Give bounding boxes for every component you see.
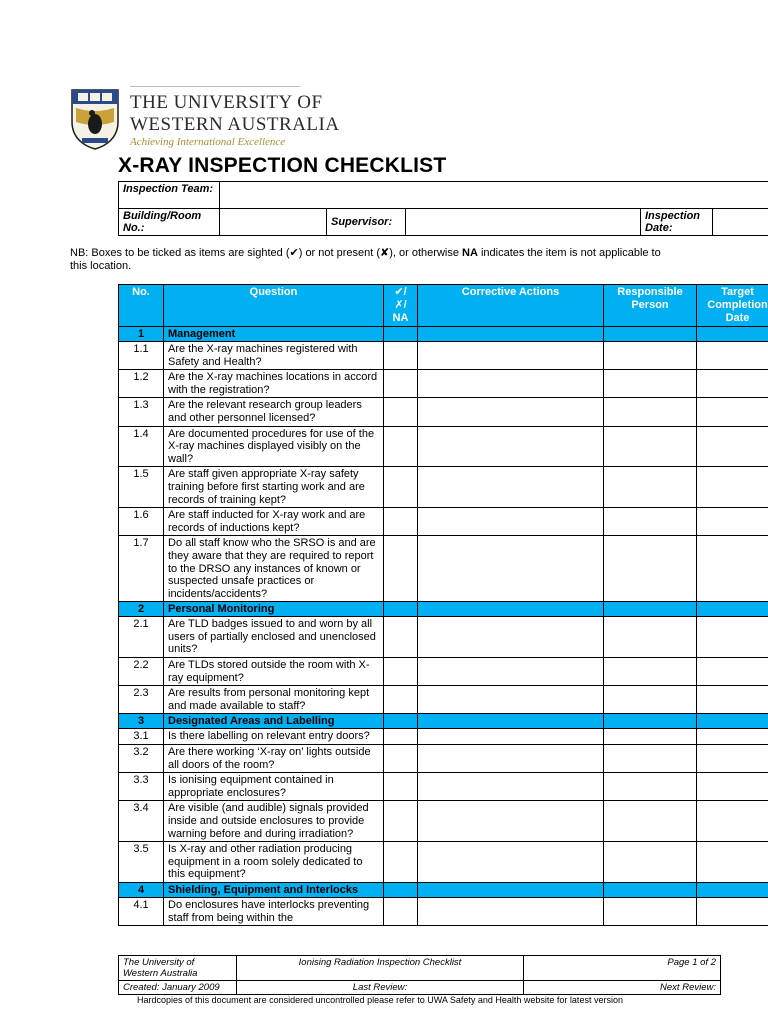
header-question: Question	[164, 285, 384, 327]
responsible-person-cell[interactable]	[604, 398, 697, 426]
building-room-field[interactable]	[220, 209, 327, 236]
supervisor-field[interactable]	[406, 209, 641, 236]
checklist-item-row	[119, 342, 768, 370]
status-checkbox-cell[interactable]	[384, 745, 418, 773]
item-question: Are staff inducted for X-ray work and are records of inductions kept?	[164, 508, 384, 536]
checklist-item-row	[119, 897, 768, 925]
footer-table	[118, 955, 721, 995]
section-number: 2	[119, 602, 164, 617]
item-number: 3.1	[119, 729, 164, 745]
footer-organisation: The University of Western Australia	[119, 956, 237, 981]
status-checkbox-cell[interactable]	[384, 617, 418, 658]
status-checkbox-cell[interactable]	[384, 897, 418, 925]
checklist-item-row	[119, 658, 768, 686]
target-date-cell[interactable]	[697, 370, 768, 398]
responsible-person-cell[interactable]	[604, 801, 697, 842]
corrective-action-cell[interactable]	[418, 426, 604, 467]
target-date-cell[interactable]	[697, 658, 768, 686]
item-question: Do enclosures have interlocks preventing staff from being within the	[164, 897, 384, 925]
supervisor-label: Supervisor:	[327, 209, 406, 236]
target-date-cell[interactable]	[697, 729, 768, 745]
item-number: 1.1	[119, 342, 164, 370]
header-status	[384, 285, 418, 327]
item-number: 3.3	[119, 773, 164, 801]
section-number: 1	[119, 327, 164, 342]
item-number: 1.5	[119, 467, 164, 508]
section-empty-cell	[604, 882, 697, 897]
section-empty-cell	[604, 327, 697, 342]
status-checkbox-cell[interactable]	[384, 426, 418, 467]
responsible-person-cell[interactable]	[604, 467, 697, 508]
section-empty-cell	[384, 882, 418, 897]
target-date-cell[interactable]	[697, 398, 768, 426]
checklist-item-row	[119, 398, 768, 426]
responsible-person-cell[interactable]	[604, 370, 697, 398]
item-question: Are the X-ray machines registered with Safety and Health?	[164, 342, 384, 370]
item-question: Are TLDs stored outside the room with X-ray equipment?	[164, 658, 384, 686]
item-question: Are documented procedures for use of the X-ray machines displayed visibly on the wall?	[164, 426, 384, 467]
item-number: 2.2	[119, 658, 164, 686]
item-question: Is X-ray and other radiation producing equipment in a room solely dedicated to this equipment?	[164, 842, 384, 883]
na-symbol: NA	[462, 247, 478, 259]
item-question: Are visible (and audible) signals provided inside and outside enclosures to provide warning before and during irradiation?	[164, 801, 384, 842]
footer-page-number: Page 1 of 2	[524, 956, 721, 981]
corrective-action-cell[interactable]	[418, 686, 604, 714]
item-question: Are there working ‘X-ray on’ lights outside all doors of the room?	[164, 745, 384, 773]
checklist-item-row	[119, 370, 768, 398]
header-status-line1: ✔/	[394, 286, 407, 298]
corrective-action-cell[interactable]	[418, 745, 604, 773]
responsible-person-cell[interactable]	[604, 658, 697, 686]
instructions-note	[70, 247, 670, 273]
item-question: Is there labelling on relevant entry doors?	[164, 729, 384, 745]
item-question: Are results from personal monitoring kept and made available to staff?	[164, 686, 384, 714]
status-checkbox-cell[interactable]	[384, 467, 418, 508]
status-checkbox-cell[interactable]	[384, 729, 418, 745]
university-name-line2: WESTERN AUSTRALIA	[130, 114, 340, 135]
footer-next-review: Next Review:	[524, 981, 721, 995]
checklist-item-row	[119, 801, 768, 842]
checklist-item-row	[119, 426, 768, 467]
footer-disclaimer: Hardcopies of this document are considered uncontrolled please refer to UWA Safety and Health website for latest version	[137, 995, 623, 1005]
section-empty-cell	[418, 602, 604, 617]
target-date-cell[interactable]	[697, 426, 768, 467]
footer-created: Created: January 2009	[119, 981, 237, 995]
header-corrective-actions: Corrective Actions	[418, 285, 604, 327]
responsible-person-cell[interactable]	[604, 508, 697, 536]
footer-last-review: Last Review:	[237, 981, 524, 995]
target-date-cell[interactable]	[697, 842, 768, 883]
tick-symbol: ✔	[289, 247, 299, 259]
document-title: X-RAY INSPECTION CHECKLIST	[118, 154, 447, 177]
info-row-building	[119, 209, 768, 236]
status-checkbox-cell[interactable]	[384, 658, 418, 686]
corrective-action-cell[interactable]	[418, 536, 604, 602]
corrective-action-cell[interactable]	[418, 398, 604, 426]
status-checkbox-cell[interactable]	[384, 686, 418, 714]
checklist-item-row	[119, 508, 768, 536]
responsible-person-cell[interactable]	[604, 897, 697, 925]
status-checkbox-cell[interactable]	[384, 842, 418, 883]
section-row	[119, 714, 768, 729]
item-number: 4.1	[119, 897, 164, 925]
header-no: No.	[119, 285, 164, 327]
section-empty-cell	[418, 882, 604, 897]
header-target-date: Target Completion Date	[697, 285, 768, 327]
inspection-team-label: Inspection Team:	[119, 182, 220, 209]
responsible-person-cell[interactable]	[604, 617, 697, 658]
note-text-4: indicates the item is not applicable to this location.	[70, 247, 661, 272]
responsible-person-cell[interactable]	[604, 426, 697, 467]
inspection-date-label: Inspection Date:	[641, 209, 713, 236]
checklist-table	[118, 284, 768, 926]
university-name-line1: THE UNIVERSITY OF	[130, 92, 323, 113]
header-status-line2: ✗/	[394, 299, 407, 311]
info-row-team	[119, 182, 768, 209]
corrective-action-cell[interactable]	[418, 617, 604, 658]
section-empty-cell	[697, 602, 768, 617]
section-empty-cell	[697, 714, 768, 729]
section-empty-cell	[384, 602, 418, 617]
status-checkbox-cell[interactable]	[384, 370, 418, 398]
section-number: 4	[119, 882, 164, 897]
section-number: 3	[119, 714, 164, 729]
target-date-cell[interactable]	[697, 686, 768, 714]
target-date-cell[interactable]	[697, 801, 768, 842]
responsible-person-cell[interactable]	[604, 536, 697, 602]
item-number: 3.5	[119, 842, 164, 883]
status-checkbox-cell[interactable]	[384, 801, 418, 842]
item-number: 2.1	[119, 617, 164, 658]
checklist-item-row	[119, 686, 768, 714]
corrective-action-cell[interactable]	[418, 801, 604, 842]
university-crest-icon	[70, 88, 120, 150]
logo-rule	[130, 86, 300, 87]
responsible-person-cell[interactable]	[604, 342, 697, 370]
inspection-team-field[interactable]	[220, 182, 768, 209]
responsible-person-cell[interactable]	[604, 729, 697, 745]
section-title: Personal Monitoring	[164, 602, 384, 617]
corrective-action-cell[interactable]	[418, 773, 604, 801]
status-checkbox-cell[interactable]	[384, 536, 418, 602]
status-checkbox-cell[interactable]	[384, 342, 418, 370]
section-empty-cell	[384, 327, 418, 342]
footer-row-2	[119, 981, 721, 995]
item-question: Is ionising equipment contained in appropriate enclosures?	[164, 773, 384, 801]
university-logo	[70, 86, 340, 156]
checklist-item-row	[119, 536, 768, 602]
section-empty-cell	[418, 714, 604, 729]
header-responsible-person: Responsible Person	[604, 285, 697, 327]
target-date-cell[interactable]	[697, 342, 768, 370]
section-title: Designated Areas and Labelling	[164, 714, 384, 729]
target-date-cell[interactable]	[697, 897, 768, 925]
corrective-action-cell[interactable]	[418, 658, 604, 686]
corrective-action-cell[interactable]	[418, 370, 604, 398]
corrective-action-cell[interactable]	[418, 508, 604, 536]
note-text-1: NB: Boxes to be ticked as items are sighted (	[70, 247, 290, 259]
checklist-body	[119, 327, 768, 926]
section-empty-cell	[418, 327, 604, 342]
corrective-action-cell[interactable]	[418, 729, 604, 745]
item-number: 1.3	[119, 398, 164, 426]
item-question: Are the X-ray machines locations in accord with the registration?	[164, 370, 384, 398]
target-date-cell[interactable]	[697, 617, 768, 658]
inspection-date-field[interactable]	[713, 209, 768, 236]
corrective-action-cell[interactable]	[418, 467, 604, 508]
item-number: 1.7	[119, 536, 164, 602]
target-date-cell[interactable]	[697, 745, 768, 773]
checklist-item-row	[119, 745, 768, 773]
corrective-action-cell[interactable]	[418, 342, 604, 370]
checklist-item-row	[119, 729, 768, 745]
section-empty-cell	[604, 714, 697, 729]
section-empty-cell	[384, 714, 418, 729]
item-number: 1.6	[119, 508, 164, 536]
status-checkbox-cell[interactable]	[384, 398, 418, 426]
footer-row-1	[119, 956, 721, 981]
section-title: Shielding, Equipment and Interlocks	[164, 882, 384, 897]
building-room-label: Building/Room No.:	[119, 209, 220, 236]
checklist-item-row	[119, 617, 768, 658]
item-number: 2.3	[119, 686, 164, 714]
item-number: 3.4	[119, 801, 164, 842]
responsible-person-cell[interactable]	[604, 745, 697, 773]
responsible-person-cell[interactable]	[604, 773, 697, 801]
checklist-item-row	[119, 842, 768, 883]
note-text-3: ), or otherwise	[389, 247, 463, 259]
section-empty-cell	[697, 327, 768, 342]
section-title: Management	[164, 327, 384, 342]
corrective-action-cell[interactable]	[418, 897, 604, 925]
checklist-item-row	[119, 773, 768, 801]
target-date-cell[interactable]	[697, 508, 768, 536]
university-tagline: Achieving International Excellence	[130, 136, 286, 148]
target-date-cell[interactable]	[697, 467, 768, 508]
item-number: 3.2	[119, 745, 164, 773]
section-row	[119, 882, 768, 897]
inspection-info-table	[118, 181, 768, 236]
checklist-header-row	[119, 285, 768, 327]
note-text-2: ) or not present (	[298, 247, 381, 259]
item-question: Are TLD badges issued to and worn by all users of partially enclosed and unenclosed units?	[164, 617, 384, 658]
header-status-line3: NA	[392, 312, 409, 324]
footer-document-title: Ionising Radiation Inspection Checklist	[237, 956, 524, 981]
checklist-item-row	[119, 467, 768, 508]
section-empty-cell	[604, 602, 697, 617]
section-row	[119, 602, 768, 617]
section-row	[119, 327, 768, 342]
responsible-person-cell[interactable]	[604, 842, 697, 883]
item-question: Are the relevant research group leaders and other personnel licensed?	[164, 398, 384, 426]
cross-symbol: ✘	[380, 247, 390, 259]
target-date-cell[interactable]	[697, 536, 768, 602]
status-checkbox-cell[interactable]	[384, 773, 418, 801]
responsible-person-cell[interactable]	[604, 686, 697, 714]
status-checkbox-cell[interactable]	[384, 508, 418, 536]
item-number: 1.4	[119, 426, 164, 467]
target-date-cell[interactable]	[697, 773, 768, 801]
item-question: Are staff given appropriate X-ray safety training before first starting work and are records of training kept?	[164, 467, 384, 508]
section-empty-cell	[697, 882, 768, 897]
item-number: 1.2	[119, 370, 164, 398]
item-question: Do all staff know who the SRSO is and are they aware that they are required to report to the DRSO any instances of known or suspected unsafe practices or incidents/accidents?	[164, 536, 384, 602]
corrective-action-cell[interactable]	[418, 842, 604, 883]
